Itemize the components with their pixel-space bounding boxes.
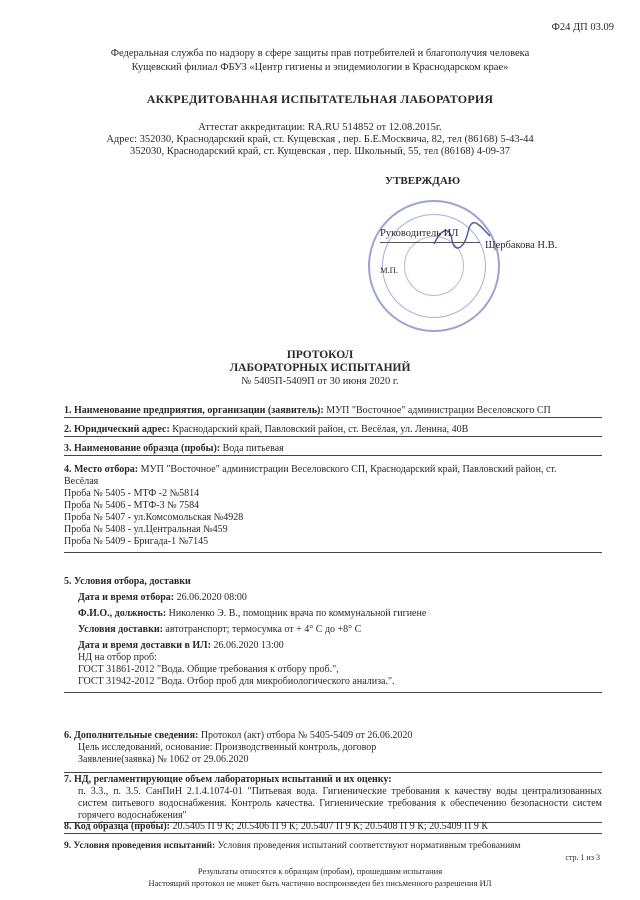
agency-line: Федеральная служба по надзору в сфере защиты прав потребителей и благополучия человека (110, 48, 530, 59)
document-code: Ф24 ДП 03.09 (551, 22, 614, 33)
section-7 (64, 774, 602, 823)
sample-item: Проба № 5406 - МТФ-3 № 7584 (64, 500, 200, 511)
protocol-number: № 5405П-5409П от 30 июня 2020 г. (241, 376, 399, 387)
section-9-value: Условия проведения испытаний соответствуют нормативным требованиям (215, 841, 521, 851)
section-2-label: 2. Юридический адрес: (64, 424, 170, 435)
mp-label: М.П. (380, 265, 398, 275)
section-3-label: 3. Наименование образца (пробы): (64, 443, 221, 454)
section-4-line (64, 464, 602, 476)
section-2-value: Краснодарский край, Павловский район, ст. Весёлая, ул. Ленина, 40В (169, 424, 469, 435)
section-8-value: 20.5405 П 9 К; 20.5406 П 9 К; 20.5407 П 9 К; 20.5408 П 9 К; 20.5409 П 9 К (170, 821, 489, 832)
protocol-title: ПРОТОКОЛ (286, 349, 354, 361)
section-4-value: МУП "Восточное" администрации Веселовского СП, Краснодарский край, Павловский район, ст. (138, 464, 557, 475)
delivery-conditions-label: Условия доставки: (78, 624, 163, 635)
fio-value: Николенко Э. В., помощник врача по коммунальной гигиене (166, 608, 427, 619)
sample-item: Проба № 5408 - ул.Центральная №459 (64, 524, 228, 535)
footer-line-2: Настоящий протокол не может быть частично воспроизведен без письменного разрешения ИЛ (148, 878, 492, 888)
nd-title: НД на отбор проб: (78, 652, 157, 663)
section-9 (64, 840, 602, 852)
delivery-date-label: Дата и время доставки в ИЛ: (78, 640, 211, 651)
section-5-label: 5. Условия отбора, доставки (64, 576, 191, 587)
section-6-request: Заявление(заявка) № 1062 от 29.06.2020 (78, 754, 249, 765)
delivery-date-value: 26.06.2020 13:00 (210, 640, 284, 651)
sample-item: Проба № 5409 - Бригада-1 №7145 (64, 536, 209, 547)
section-1 (64, 405, 602, 418)
approval-title: УТВЕРЖДАЮ (385, 175, 461, 187)
section-4-label: 4. Место отбора: (64, 464, 139, 475)
protocol-subtitle: ЛАБОРАТОРНЫХ ИСПЫТАНИЙ (229, 362, 411, 374)
section-5 (64, 576, 602, 693)
section-6-purpose: Цель исследований, основание: Производственный контроль, договор (78, 742, 377, 753)
nd-item: ГОСТ 31861-2012 "Вода. Общие требования к отбору проб.", (78, 664, 339, 675)
section-4 (64, 464, 602, 553)
section-1-value: МУП "Восточное" администрации Веселовского СП (323, 405, 551, 416)
section-8-label: 8. Код образца (пробы): (64, 821, 170, 832)
lab-title: АККРЕДИТОВАННАЯ ИСПЫТАТЕЛЬНАЯ ЛАБОРАТОРИЯ (146, 92, 494, 106)
sample-item: Проба № 5407 - ул.Комсомольская №4928 (64, 512, 244, 523)
section-6-label: 6. Дополнительные сведения: (64, 730, 199, 741)
section-2 (64, 424, 602, 437)
fio-label: Ф.И.О., должность: (78, 608, 167, 619)
section-7-label: 7. НД, регламентирующие объем лабораторных испытаний и их оценку: (64, 774, 392, 785)
footer-line-1: Результаты относятся к образцам (пробам), прошедшим испытания (197, 866, 443, 876)
section-4-cont: Весёлая (64, 476, 99, 487)
branch-line: Кущевский филиал ФБУЗ «Центр гигиены и эпидемиологии в Краснодарском крае» (131, 62, 509, 73)
delivery-conditions-value: автотранспорт; термосумка от + 4° С до +8° С (162, 624, 362, 635)
section-3 (64, 443, 602, 456)
accreditation-line: Аттестат аккредитации: RA.RU 514852 от 12.08.2015г. (198, 122, 442, 133)
section-6-value: Протокол (акт) отбора № 5405-5409 от 26.06.2020 (198, 730, 413, 741)
sampling-date-value: 26.06.2020 08:00 (174, 592, 247, 603)
section-6 (64, 730, 602, 773)
section-8 (64, 821, 602, 834)
address-line-1: Адрес: 352030, Краснодарский край, ст. Кущевская , пер. Б.Е.Москвича, 82, тел (86168) 5-43-44 (106, 134, 534, 145)
sampling-date-label: Дата и время отбора: (78, 592, 175, 603)
page-number: стр. 1 из 3 (565, 853, 600, 862)
head-label: Руководитель ИЛ (380, 228, 459, 239)
head-name: Щербакова Н.В. (485, 240, 558, 251)
nd-item: ГОСТ 31942-2012 "Вода. Отбор проб для микробиологического анализа.". (78, 676, 395, 687)
signature-line (380, 242, 480, 243)
section-1-label: 1. Наименование предприятия, организации (заявитель): (64, 405, 324, 416)
address-line-2: 352030, Краснодарский край, ст. Кущевская , пер. Школьный, 55, тел (86168) 4-09-37 (129, 146, 511, 157)
section-3-value: Вода питьевая (220, 443, 284, 454)
section-7-text: п. 3.3., п. 3.5. СанПиН 2.1.4.1074-01 "Питьевая вода. Гигиенические требования к качеству воды централизованных систем питьевого водоснабжения. Контроль качества. Гигиенические требования к обеспечению безопасности систем горячего водоснабжения" (78, 786, 602, 821)
sample-item: Проба № 5405 - МТФ -2 №5814 (64, 488, 200, 499)
section-9-label: 9. Условия проведения испытаний: (64, 841, 216, 851)
